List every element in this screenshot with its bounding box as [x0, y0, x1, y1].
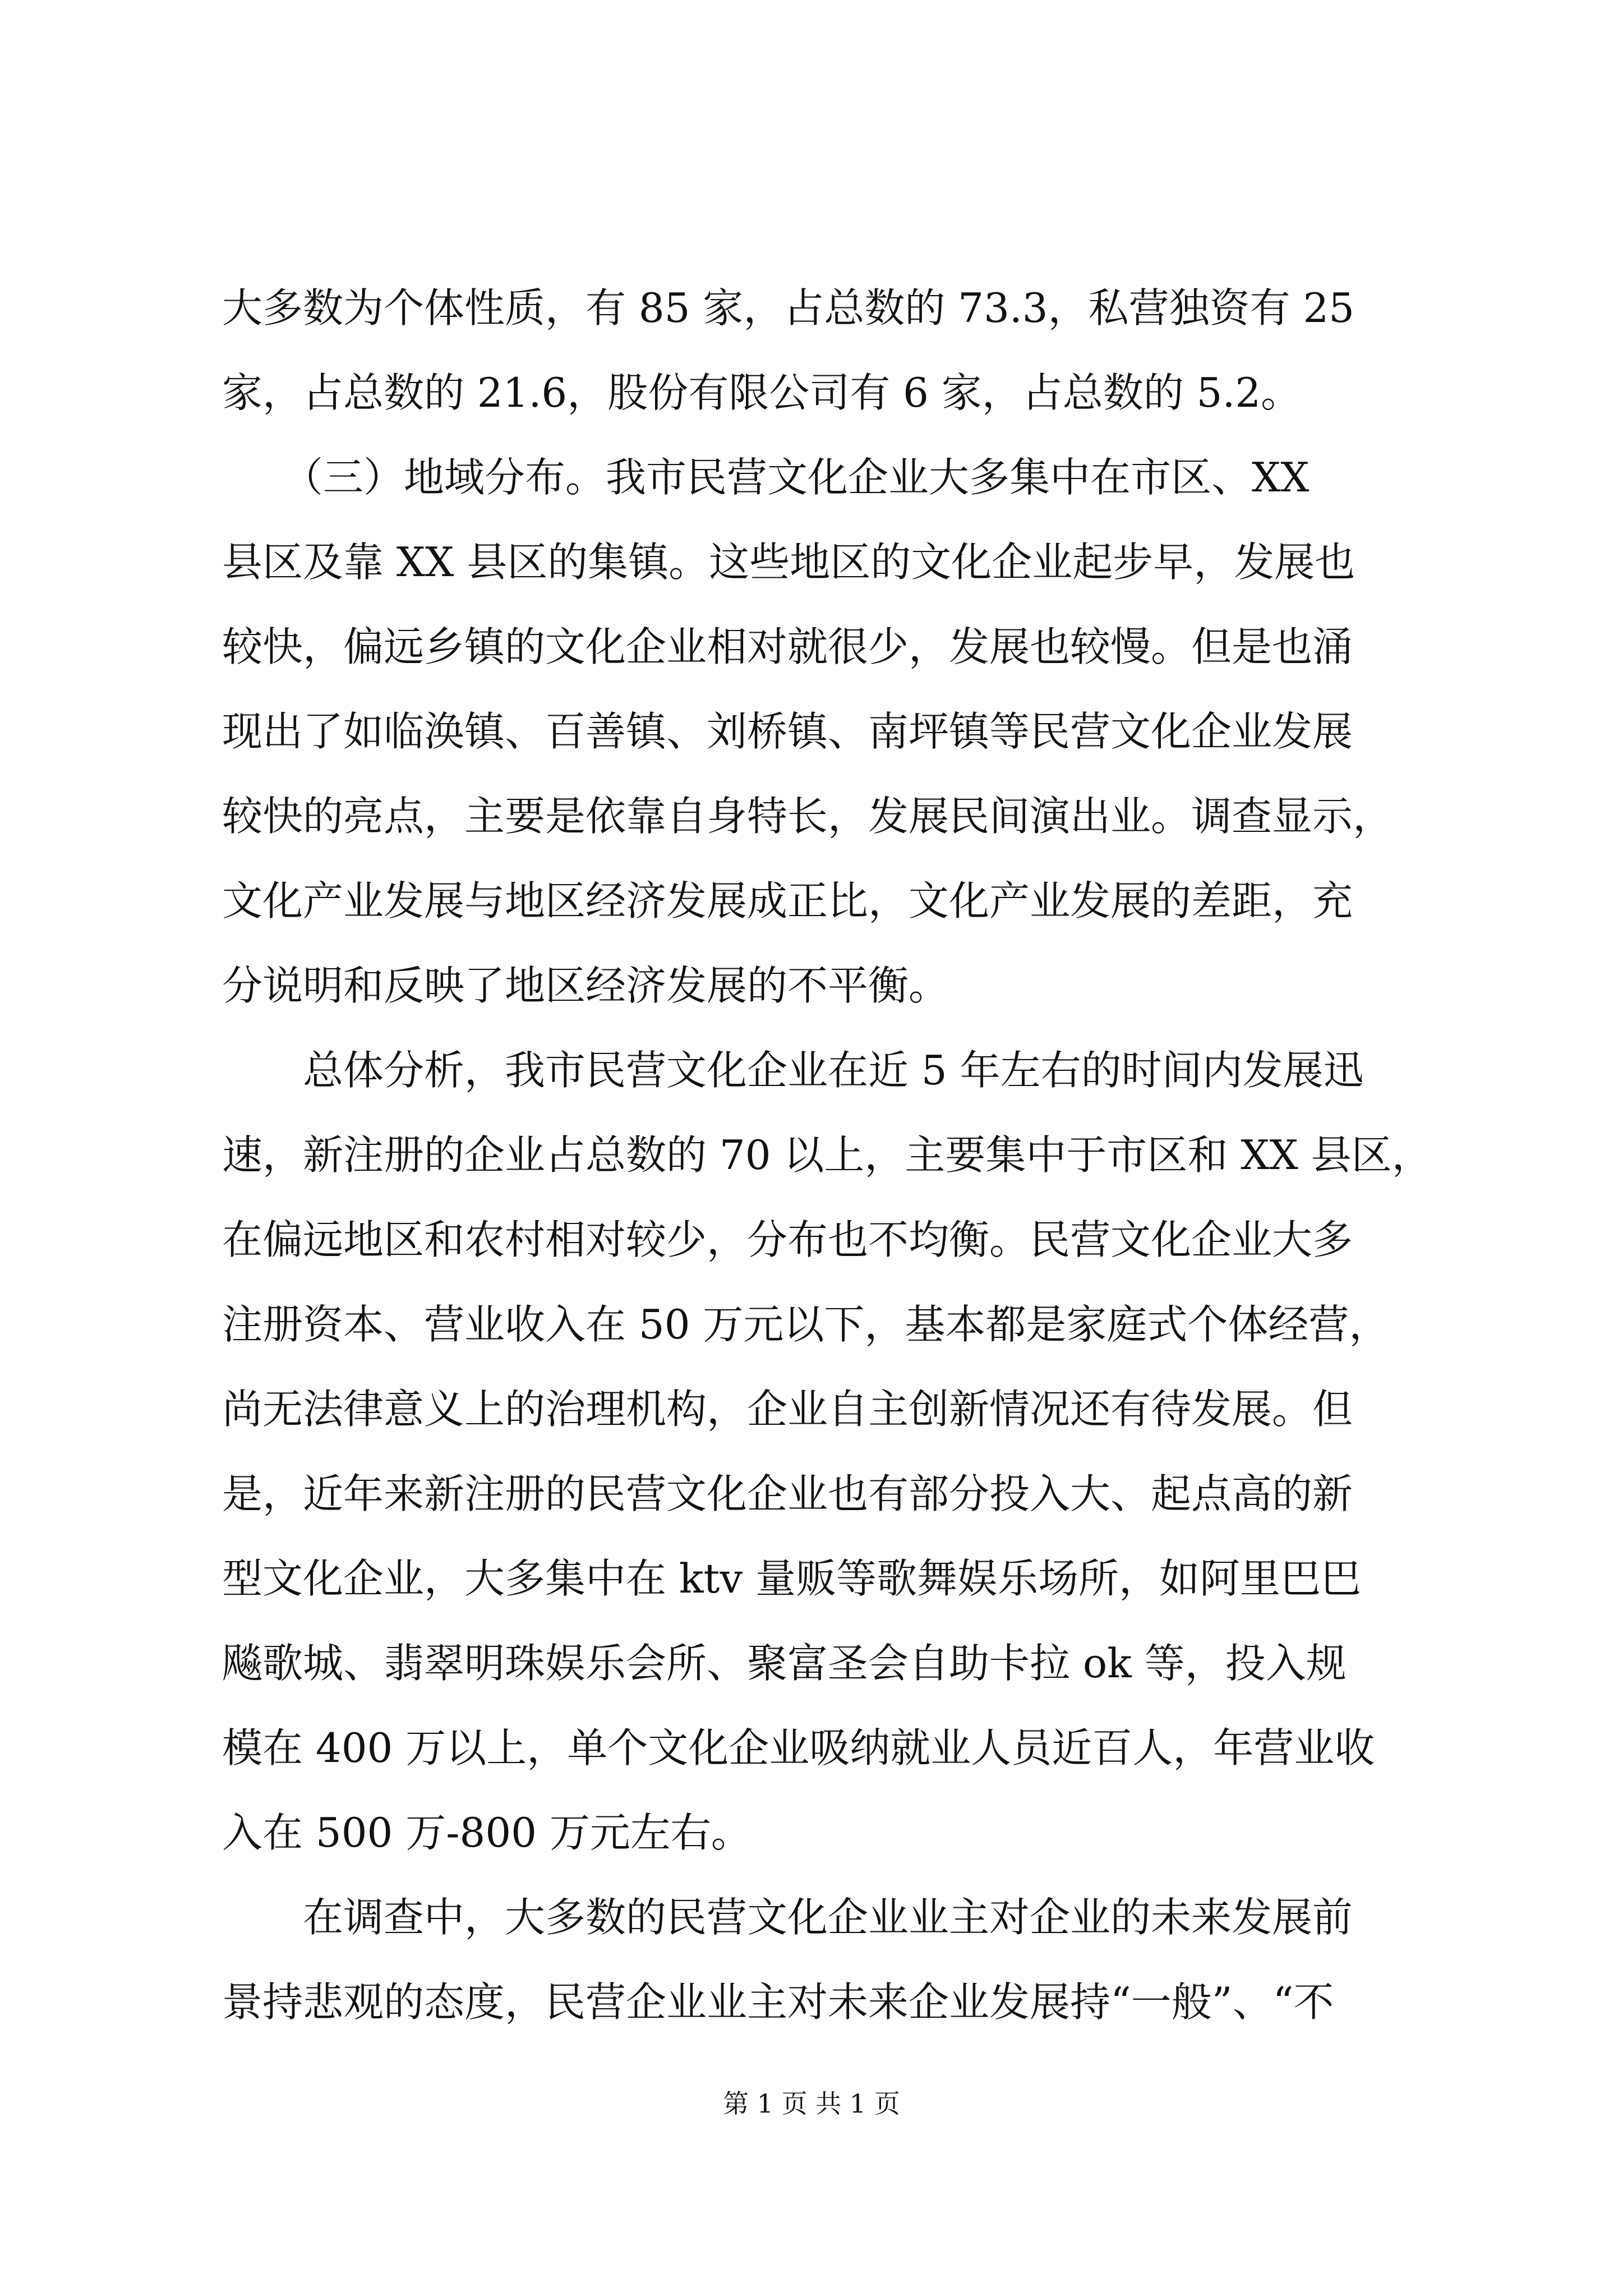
text-line: 现出了如临涣镇、百善镇、刘桥镇、南坪镇等民营文化企业发展 [222, 708, 1353, 755]
page-footer [0, 2087, 1623, 2120]
text-line: 速，新注册的企业占总数的 70 以上，主要集中于市区和 XX 县区， [222, 1131, 1432, 1179]
text-line: 模在 400 万以上，单个文化企业吸纳就业人员近百人，年营业收 [222, 1724, 1375, 1772]
text-line: 较快，偏远乡镇的文化企业相对就很少，发展也较慢。但是也涌 [222, 623, 1353, 670]
document-body [222, 266, 1432, 2045]
text-line: 县区及靠 XX 县区的集镇。这些地区的文化企业起步早，发展也 [222, 539, 1355, 586]
text-line: 家，占总数的 21.6，股份有限公司有 6 家，占总数的 5.2。 [222, 369, 1302, 416]
text-line: 入在 500 万-800 万元左右。 [222, 1809, 751, 1856]
text-line: 在调查中，大多数的民营文化企业业主对企业的未来发展前 [222, 1894, 1353, 1941]
text-line: 景持悲观的态度，民营企业业主对未来企业发展持“一般”、“不 [222, 1978, 1334, 2026]
text-line: 在偏远地区和农村相对较少，分布也不均衡。民营文化企业大多 [222, 1216, 1353, 1263]
page-number-label: 第 1 页 共 1 页 [723, 2088, 900, 2119]
text-line: 较快的亮点，主要是依靠自身特长，发展民间演出业。调查显示， [222, 793, 1394, 840]
text-line: 注册资本、营业收入在 50 万元以下，基本都是家庭式个体经营， [222, 1301, 1390, 1348]
text-line: （三）地域分布。我市民营文化企业大多集中在市区、XX [222, 454, 1310, 501]
text-line: 文化产业发展与地区经济发展成正比，文化产业发展的差距，充 [222, 877, 1353, 924]
text-line: 尚无法律意义上的治理机构，企业自主创新情况还有待发展。但 [222, 1386, 1353, 1433]
text-line: 分说明和反映了地区经济发展的不平衡。 [222, 962, 949, 1009]
text-line: 总体分析，我市民营文化企业在近 5 年左右的时间内发展迅 [222, 1047, 1364, 1094]
text-line: 飚歌城、翡翠明珠娱乐会所、聚富圣会自助卡拉 ok 等，投入规 [222, 1640, 1347, 1687]
text-line: 是，近年来新注册的民营文化企业也有部分投入大、起点高的新 [222, 1470, 1353, 1517]
text-line: 型文化企业，大多集中在 ktv 量贩等歌舞娱乐场所，如阿里巴巴 [222, 1555, 1362, 1602]
text-line: 大多数为个体性质，有 85 家，占总数的 73.3，私营独资有 25 [222, 284, 1355, 332]
